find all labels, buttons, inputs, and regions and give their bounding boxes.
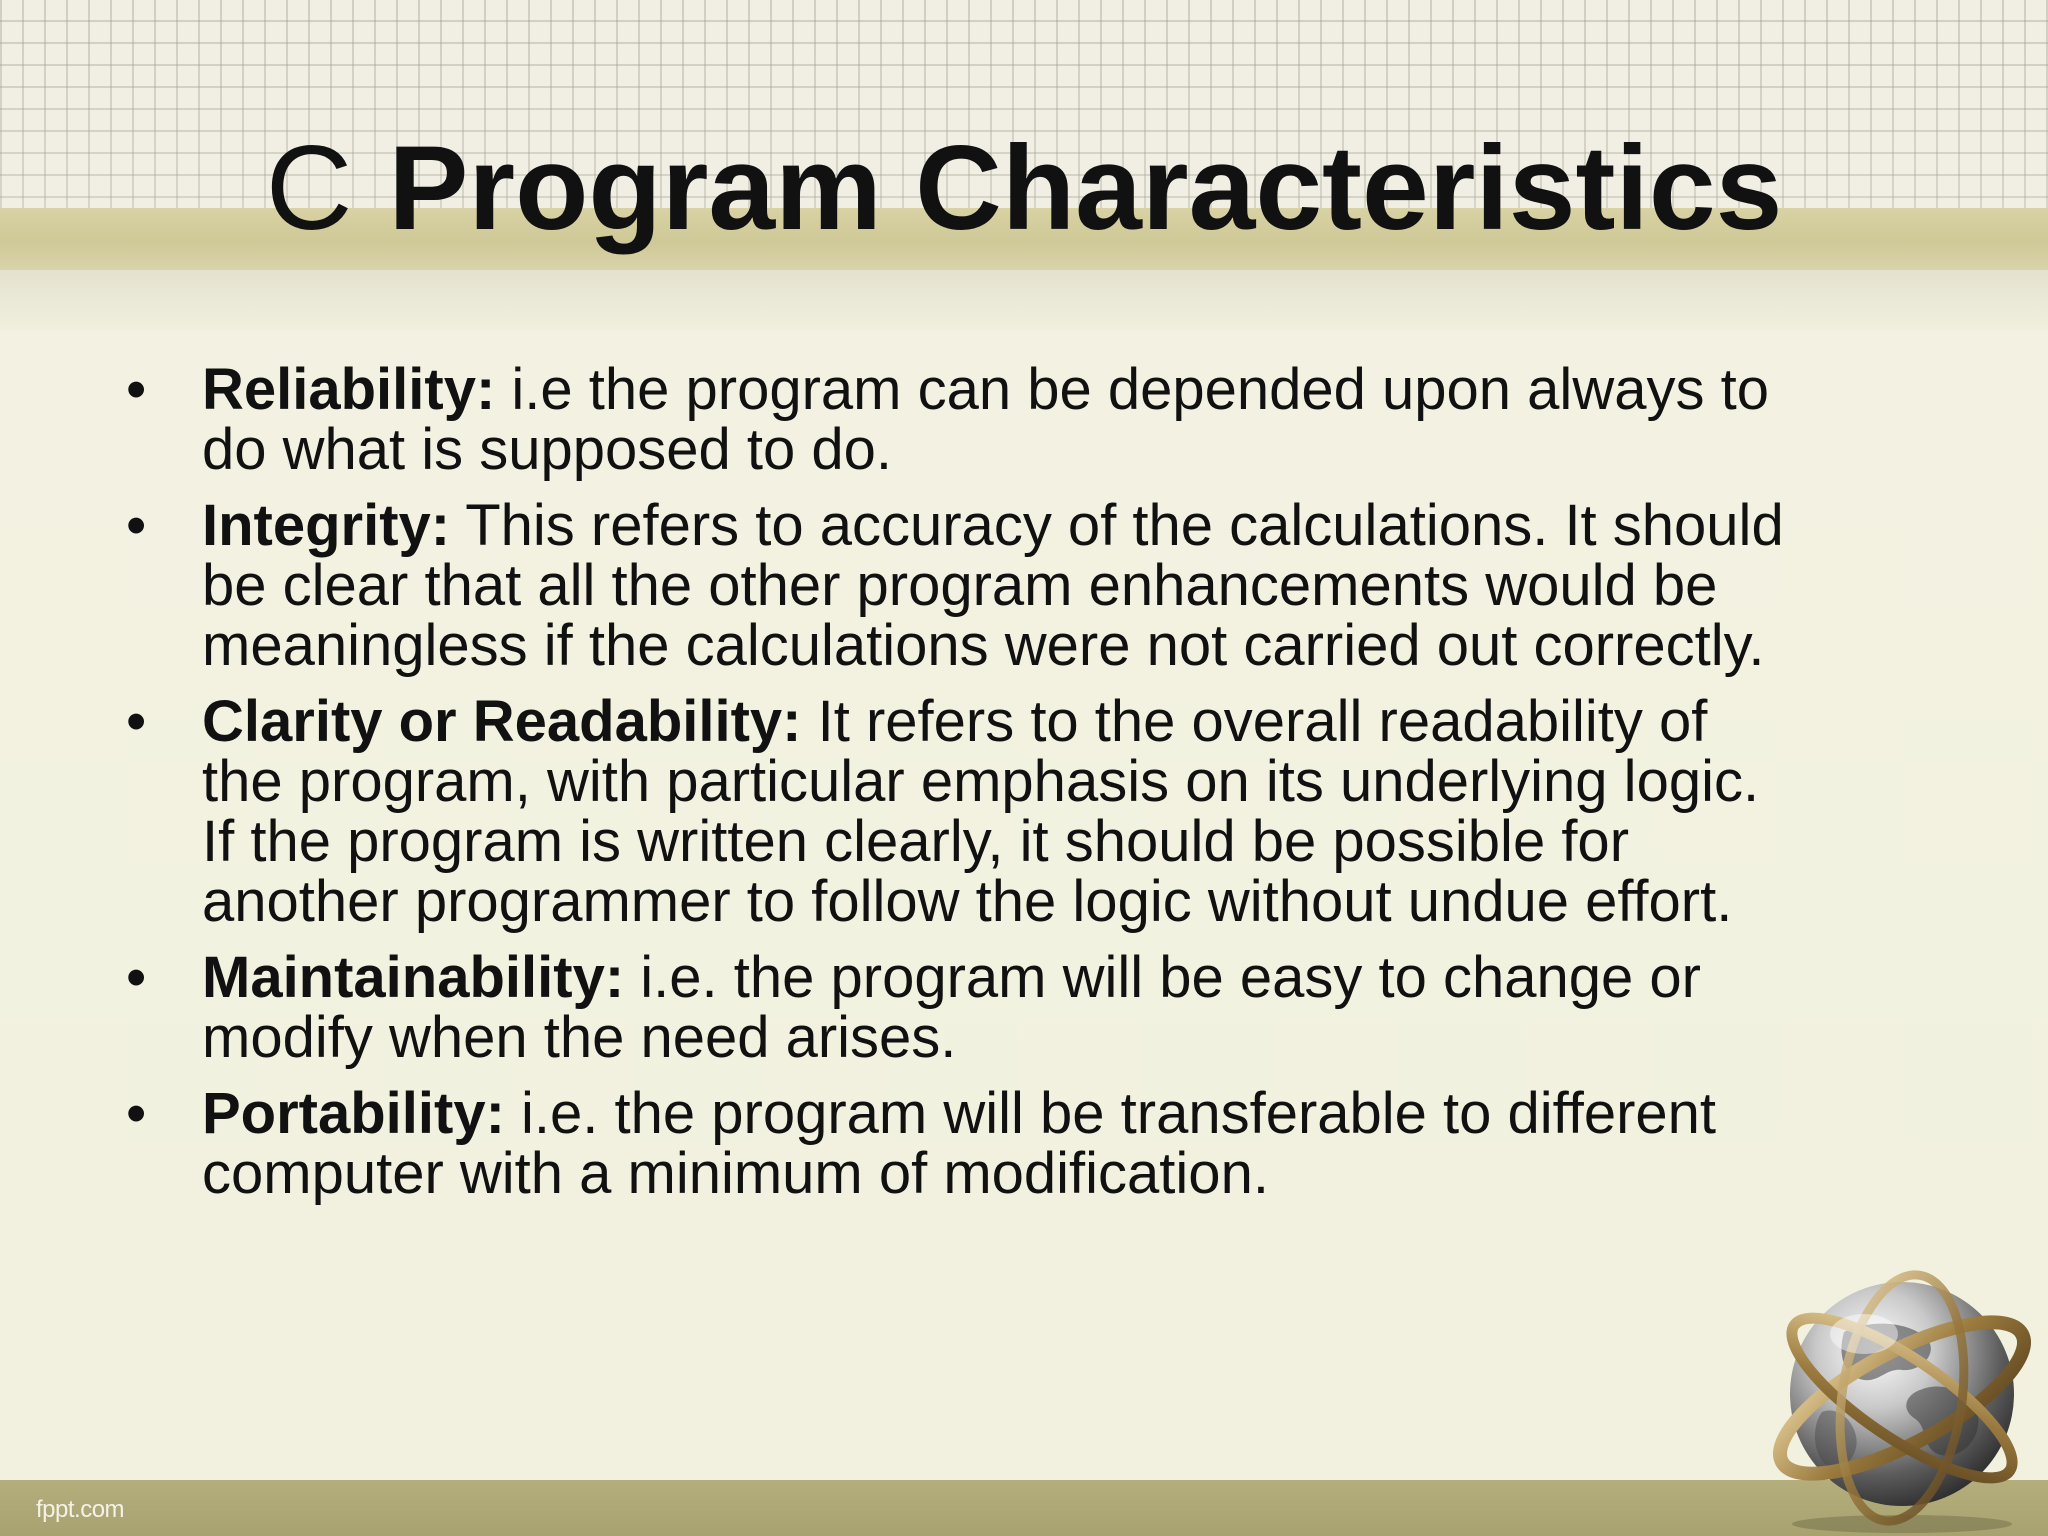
bullet-line: computer with a minimum of modification. xyxy=(202,1141,1269,1206)
bullet-line: the program, with particular emphasis on its underlying logic. xyxy=(202,749,1760,814)
bullet-line: modify when the need arises. xyxy=(202,1005,957,1070)
bullet-line xyxy=(202,689,1926,754)
title-prefix: C xyxy=(265,121,353,255)
bullet-line xyxy=(202,357,1926,422)
bullet-dot-icon: • xyxy=(126,689,147,754)
bullet-reliability xyxy=(126,357,1926,482)
title-main: Program Characteristics xyxy=(388,121,1783,255)
bullet-text: i.e. the program will be transferable to different xyxy=(504,1081,1717,1146)
globe-icon xyxy=(1752,1262,2032,1534)
bullet-line xyxy=(202,493,1926,558)
bullet-text: i.e. the program will be easy to change or xyxy=(624,945,1701,1010)
bullet-term: Reliability: xyxy=(202,357,496,422)
bullet-term: Maintainability: xyxy=(202,945,625,1010)
bullet-term: Portability: xyxy=(202,1081,505,1146)
bullet-term: Integrity: xyxy=(202,493,451,558)
footer-band xyxy=(0,1480,2048,1536)
bullet-integrity xyxy=(126,493,1926,678)
bullet-line xyxy=(202,1081,1926,1146)
bullet-list xyxy=(126,357,1926,1220)
bullet-line: be clear that all the other program enhancements would be xyxy=(202,553,1718,618)
bullet-dot-icon: • xyxy=(126,357,147,422)
bullet-portability xyxy=(126,1081,1926,1206)
bullet-text: It refers to the overall readability of xyxy=(801,689,1708,754)
bullet-clarity xyxy=(126,689,1926,934)
bullet-line: meaningless if the calculations were not carried out correctly. xyxy=(202,613,1765,678)
bullet-line xyxy=(202,945,1926,1010)
bullet-dot-icon: • xyxy=(126,945,147,1010)
bullet-maintainability xyxy=(126,945,1926,1070)
bullet-text: i.e the program can be depended upon always to xyxy=(495,357,1769,422)
slide-title xyxy=(0,118,2048,258)
footer-brand: fppt.com xyxy=(36,1496,125,1523)
bullet-dot-icon: • xyxy=(126,1081,147,1146)
bullet-dot-icon: • xyxy=(126,493,147,558)
bullet-term: Clarity or Readability: xyxy=(202,689,802,754)
bullet-line: If the program is written clearly, it should be possible for xyxy=(202,809,1630,874)
bullet-line: do what is supposed to do. xyxy=(202,417,893,482)
bullet-text: This refers to accuracy of the calculations. It should xyxy=(450,493,1784,558)
bullet-line: another programmer to follow the logic without undue effort. xyxy=(202,869,1733,934)
